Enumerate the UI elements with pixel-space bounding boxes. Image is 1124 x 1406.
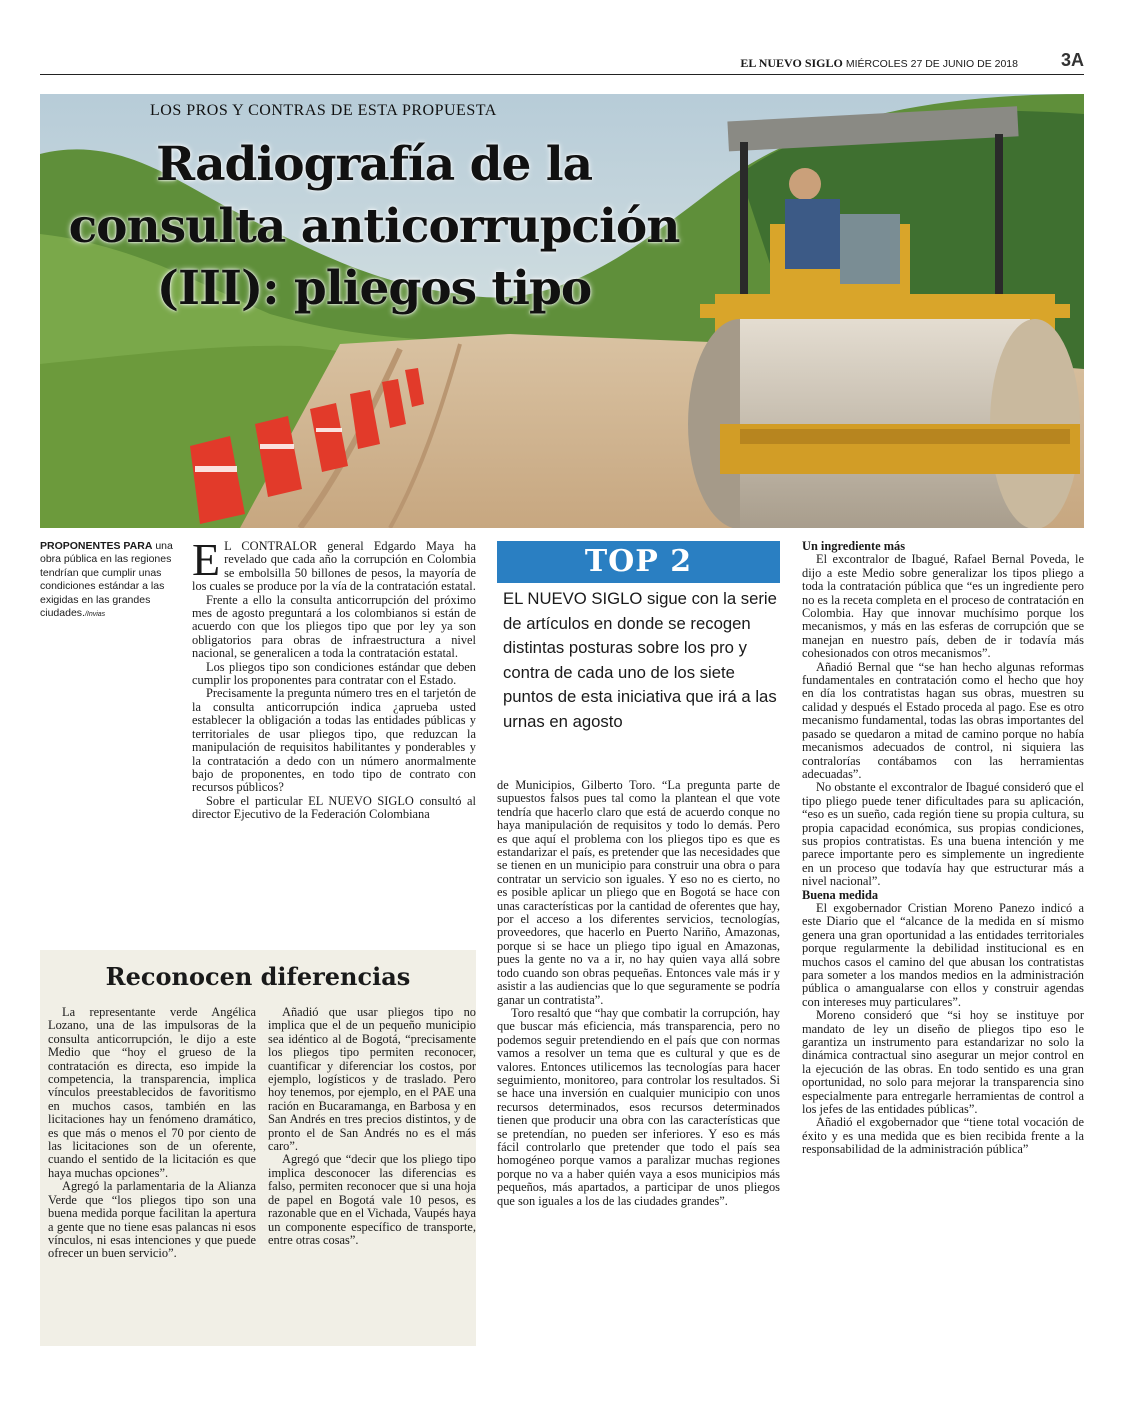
photo-credit: /Invias xyxy=(84,611,106,619)
box-column-2 xyxy=(268,1006,476,1247)
paragraph: Los pliegos tipo son condiciones estándar que deben cumplir los proponentes para contratar con el Estado. xyxy=(192,659,476,688)
paragraph: Añadió Bernal que “se han hecho algunas reformas fundamentales en contratación como el hecho que hoy en día los contratistas hagan sus obras, muestren su calidad y después el Estado proceda al pago. Ese es otro mecanismo fundamental, todas las obras importantes del pasado se quedaron a mitad de camino porque no había mecanismos adecuados de control, ni siquiera las contralorías contábamos con las herramientas adecuadas”. xyxy=(802,659,1084,781)
article-column-3 xyxy=(802,540,1084,1157)
paragraph: Frente a ello la consulta anticorrupción del próximo mes de agosto preguntará a los colombianos si están de acuerdo con que los pliegos tipo que por ley ya son obligatorios para obras de infraestructura a nivel nacional, se generalicen a toda la contratación estatal. xyxy=(192,592,476,661)
paragraph: Agregó que “decir que los pliego tipo implica desconocer las diferencias es falso, permiten reconocer que si una hoja de papel en Bogotá vale 10 pesos, es razonable que en el Vichada, Vaupés haya un componente específico de transporte, entre otras cosas”. xyxy=(268,1152,476,1247)
article-column-1 xyxy=(192,534,476,822)
masthead xyxy=(40,50,1084,75)
caption-text: una obra pública en las regiones tendrían que cumplir unas condiciones estándar a las exigidas en las grandes ciudades. xyxy=(40,540,173,620)
paragraph: Sobre el particular EL NUEVO SIGLO consultó al director Ejecutivo de la Federación Colombiana xyxy=(192,793,476,822)
masthead-paper-date xyxy=(740,56,1018,71)
article-column-2 xyxy=(497,779,780,1208)
top2-box xyxy=(497,541,780,735)
photo-caption xyxy=(40,540,180,621)
issue-date: MIÉRCOLES 27 DE JUNIO DE 2018 xyxy=(845,58,1018,70)
paragraph: No obstante el excontralor de Ibagué consideró que el tipo pliego puede tener dificultades para su aplicación, “eso es un sueño, cada región tiene su propia cultura, su propia capacidad económica, sus propias condiciones, sus propios contratistas. Es una buena intención y me parece importante pero es simplemente un ingrediente en un proceso que todavía hay que estructurar más a nivel nacional”. xyxy=(802,780,1084,889)
box-column-1 xyxy=(48,1006,256,1261)
lead-paragraph xyxy=(192,534,476,594)
paragraph: La representante verde Angélica Lozano, una de las impulsoras de la consulta anticorrupción, le dijo a este Medio que “hoy el grueso de la contratación es directa, eso impide la competencia, la transparencia, implica vínculos preestablecidos de favoritismo en muchos casos, también en las licitaciones hay un fenómeno dramático, es que más o menos el 70 por ciento de las licitaciones son de un oferente, cuando el sentido de la licitación es que haya muchas opciones”. xyxy=(48,1005,256,1180)
hero-photo xyxy=(40,94,1084,528)
paragraph: Precisamente la pregunta número tres en el tarjetón de la consulta anticorrupción indica ¿aprueba usted establecer la obligación a todas las entidades públicas y territoriales de usar pliegos tipo, que reduzcan la manipulación de requisitos habilitantes y ponderables y la contratación a dedo con un número anormalmente bajo de proponentes, en todo tipo de contrato con recursos públicos? xyxy=(192,686,476,795)
headline: Radiografía de la consulta anticorrupción (III): pliegos tipo xyxy=(68,137,680,316)
lead-text: L CONTRALOR general Edgardo Maya ha revelado que cada año la corrupción en Colombia se embolsilla 50 billones de pesos, la mayoría de los cuales se produce por la vía de la contratación estatal. xyxy=(192,539,476,594)
paragraph: Añadió el exgobernador que “tiene total vocación de éxito y es una medida que es bien recibida frente a la responsabilidad de la administración pública” xyxy=(802,1115,1084,1157)
subheading: Un ingrediente más xyxy=(802,539,906,553)
top2-label: TOP 2 xyxy=(497,541,780,583)
page-number: 3A xyxy=(1060,50,1084,70)
paragraph: Agregó la parlamentaria de la Alianza Verde que “los pliegos tipo son una buena medida porque facilitan la apertura a gente que no tiene esas palancas ni esos vínculos, ni esas intenciones y que puede ofrecer un buen servicio”. xyxy=(48,1179,256,1261)
paragraph: Añadió que usar pliegos tipo no implica que el de un pequeño municipio sea idéntico al de Bogotá, “precisamente los pliegos tipo permiten reconocer, cuantificar y diferenciar los costos, por ejemplo, logísticos y de traslado. Pero hoy tenemos, por ejemplo, en el PAE una ración en Bucaramanga, en Barbosa y en San Andrés en tres precios distintos, y de pronto el de San Andrés no es el más caro”. xyxy=(268,1005,476,1154)
kicker: LOS PROS Y CONTRAS DE ESTA PROPUESTA xyxy=(150,102,497,119)
paragraph: El exgobernador Cristian Moreno Panezo indicó a este Diario que el “alcance de la medida en sí mismo genera una gran oportunidad a las entidades territoriales porque regularmente la debilidad institucional es en muchos casos el camino del que abusan los contratistas para someter a los mandos medios en la administración pública o amangualarse con ellos y construir agendas con intereses muy particulares”. xyxy=(802,900,1084,1009)
subheading: Buena medida xyxy=(802,887,879,902)
paragraph: de Municipios, Gilberto Toro. “La pregunta parte de supuestos falsos pues tal como la plantean el que vote tendría que hacerlo claro que está de acuerdo conque no haya manipulación de requisitos y todo lo demás. Pero es que aquí el problema con los pliegos tipo es que es estandarizar el país, es pretender que las necesidades que se tienen en un municipio para construir una obra o para contratar un servicio son iguales. Y eso no es cierto, no es posible aplicar un pliego que en Bogotá se hace con unas características por la cantidad de oferentes que hay, por el acceso a los diferentes servicios, tecnologías, proveedores, que hacerlo en Puerto Nariño, Amazonas, porque si se hace un pliego tipo igual en Amazonas, pues la gente no va a ir, no hay quien vaya allá sobre todo cuando son obras pequeñas. Entonces vale más ir y asistir a las audiencias que lo que seguramente se podría ganar un contratista”. xyxy=(497,778,780,1007)
caption-bold: PROPONENTES PARA xyxy=(40,540,153,552)
sidebar-box xyxy=(40,950,476,1346)
paragraph: Toro resaltó que “hay que combatir la corrupción, hay que buscar más eficiencia, más transparencia, pero no podemos seguir pretendiendo en el país que con normas vamos a resolver un tema que es cultural y que es de valores. Entonces utilicemos las tecnologías para hacer seguimiento, monitoreo, para controlar los resultados. Si se hace una inversión en cualquier municipio con unos recursos determinados, esos recursos determinados tienen que producir una obra con las características que se pretendían, no pueden ser inferiores. Y eso es más fácil controlarlo que pretender que todo el país sea homogéneo porque vamos a paralizar muchas regiones porque no va a haber quién vaya a esos municipios más pequeños, más apartados, a participar de unos pliegos que son iguales a los de las ciudades grandes”. xyxy=(497,1005,780,1208)
paper-name: EL NUEVO SIGLO xyxy=(740,56,843,70)
drop-cap: E xyxy=(192,534,221,585)
box-title: Reconocen diferencias xyxy=(105,962,411,991)
paragraph: Moreno consideró que “si hoy se instituye por mandato de ley un diseño de pliegos tipo eso le garantiza un instrumento para estandarizar no solo la dinámica contractual sino asegurar un mejor control en la ejecución de las obras. En todo sentido es una gran oportunidad, no solo para mejorar la transparencia sino especialmente para entregarle herramientas de control a los jefes de las entidades públicas”. xyxy=(802,1008,1084,1117)
top2-text: EL NUEVO SIGLO sigue con la serie de artículos en donde se recogen distintas posturas sobre los pro y contra de cada uno de los siete puntos de esta iniciativa que irá a las urnas en agosto xyxy=(503,589,777,731)
paragraph: El excontralor de Ibagué, Rafael Bernal Poveda, le dijo a este Medio sobre generalizar los tipos pliego a toda la contratación pública que “es un ingrediente pero no es la receta completa en el proceso de contratación en Colombia. Hay que innovar muchísimo porque los mecanismos, y más en las esferas de corrupción que se manejan en nuestro país, deben de ir todavía más cohesionados con otros mecanismos”. xyxy=(802,552,1084,661)
